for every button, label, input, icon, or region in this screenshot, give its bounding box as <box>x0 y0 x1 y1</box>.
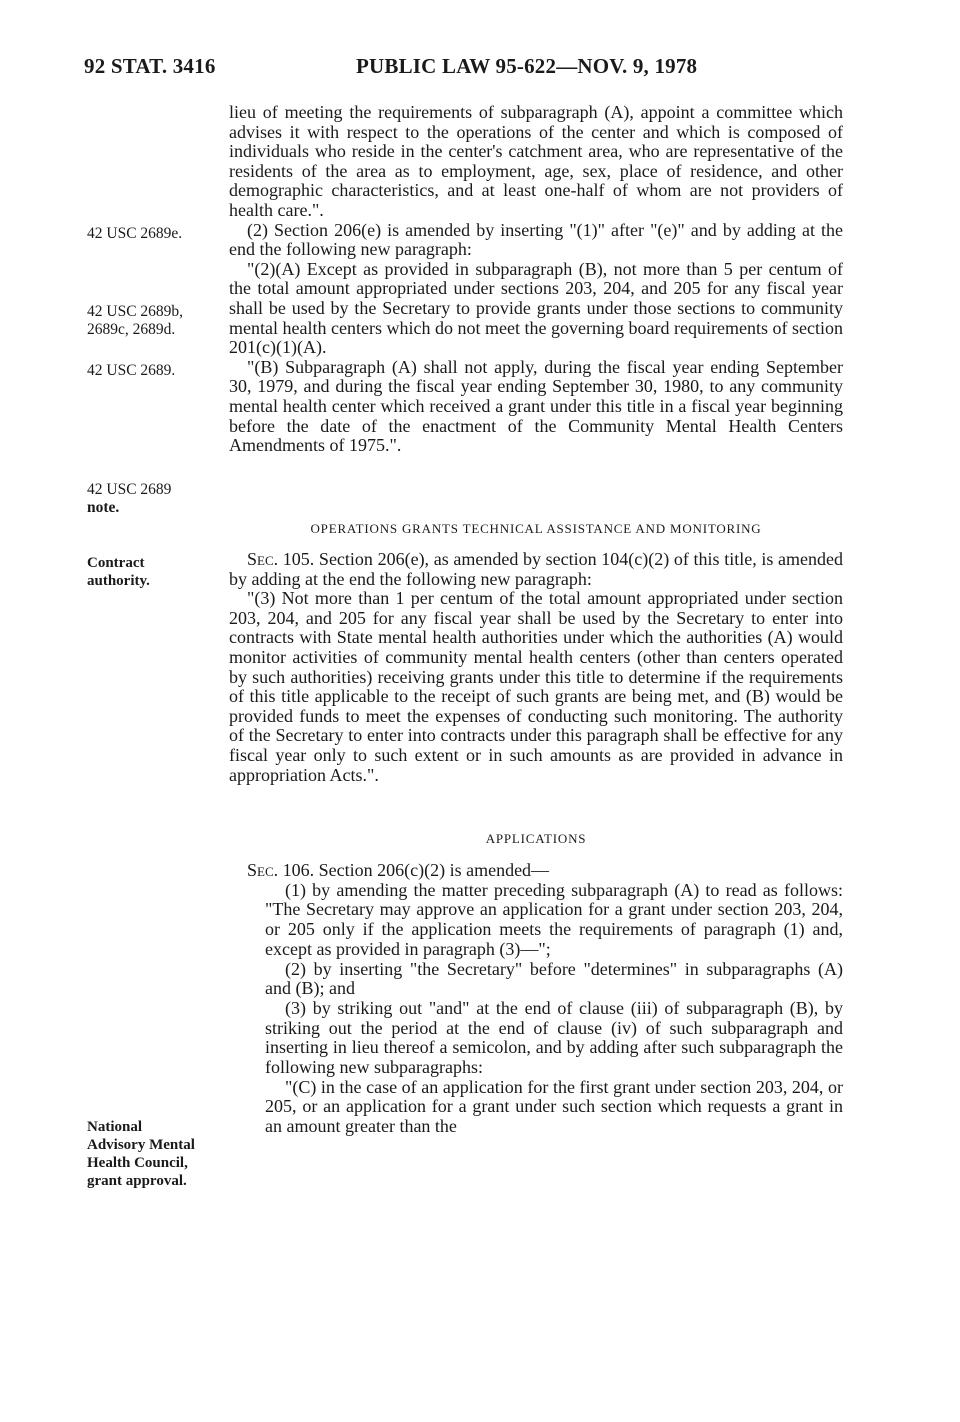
paragraph <box>229 861 843 881</box>
margin-note-text: note. <box>87 499 120 516</box>
list-item: (1) by amending the matter preceding subparagraph (A) to read as follows: "The Secretary may approve an application for a grant under section 203, 204, or 205 only if the application meets the requirements of paragraph (1) and, except as provided in paragraph (3)—"; <box>265 879 843 959</box>
list-item: (3) by striking out "and" at the end of clause (iii) of subparagraph (B), by striking out the period at the end of clause (iv) of such subparagraph and inserting in lieu thereof a semicolon, and by adding after such subparagraph the following new subparagraphs: <box>265 997 843 1078</box>
margin-note-text: 42 USC 2689. <box>87 362 176 379</box>
margin-note-text: 2689c, 2689d. <box>87 321 176 338</box>
section-105-block <box>229 550 843 785</box>
paragraph: "(3) Not more than 1 per centum of the total amount appropriated under section 203, 204, and 205 for any fiscal year shall be used by the Secretary to enter into contracts with State mental health authorities under which the authorities (A) would monitor activities of community mental health centers (other than centers operated by such authorities) receiving grants under this title to determine if the requirements of this title applicable to the receipt of such grants are being met, and (B) would be provided funds to meet the expenses of conducting such monitoring. The authority of the Secretary to enter into contracts under this paragraph shall be effective for any fiscal year only to such extent or in such amounts as are provided in advance in appropriation Acts.". <box>229 588 843 785</box>
margin-note-text: authority. <box>87 573 150 589</box>
margin-note-text: Advisory Mental <box>87 1137 195 1153</box>
margin-note-usc-2689-note <box>87 481 212 517</box>
section-label: Sec. 105. <box>247 549 315 569</box>
margin-note-text: 42 USC 2689b, <box>87 303 184 320</box>
margin-note-usc-2689e <box>87 225 212 243</box>
section-heading-operations: OPERATIONS GRANTS TECHNICAL ASSISTANCE AND MONITORING <box>310 521 762 536</box>
section-106-block <box>229 861 843 1137</box>
paragraph-text: Section 206(c)(2) is amended— <box>314 860 550 880</box>
margin-note-text: grant approval. <box>87 1173 187 1189</box>
margin-note-usc-2689b <box>87 303 212 339</box>
margin-note-contract-authority <box>87 554 212 590</box>
law-title: PUBLIC LAW 95-622—NOV. 9, 1978 <box>356 54 698 78</box>
margin-note-text: 42 USC 2689e. <box>87 225 183 242</box>
margin-note-text: 42 USC 2689 <box>87 481 172 498</box>
margin-note-text: Health Council, <box>87 1155 188 1171</box>
paragraph-text: Section 206(e), as amended by section 104(c)(2) of this title, is amended by adding at the end the following new paragraph: <box>229 549 843 589</box>
section-heading-applications: APPLICATIONS <box>485 831 587 846</box>
margin-note-usc-2689 <box>87 362 212 380</box>
stat-reference: 92 STAT. 3416 <box>84 54 216 78</box>
paragraph: "(2)(A) Except as provided in subparagraph (B), not more than 5 per centum of the total amount appropriated under sections 203, 204, and 205 for any fiscal year shall be used by the Secretary to provide grants under those sections to community mental health centers which do not meet the governing board requirements of section 201(c)(1)(A). <box>229 258 843 358</box>
list-item: "(C) in the case of an application for the first grant under section 203, 204, or 205, or an application for a grant under such section which requests a grant in an amount greater than the <box>265 1076 843 1137</box>
page-header <box>84 54 844 84</box>
paragraph: lieu of meeting the requirements of subparagraph (A), appoint a committee which advises it with respect to the operations of the center and which is composed of individuals who reside in the center's catchment area, who are representative of the residents of the area as to employment, age, sex, place of residence, and other demographic characteristics, and at least one-half of whom are not providers of health care.". <box>229 102 843 220</box>
list-item: (2) by inserting "the Secretary" before "determines" in subparagraphs (A) and (B); and <box>265 958 843 999</box>
paragraph <box>229 550 843 589</box>
margin-note-text: National <box>87 1119 143 1135</box>
section-label: Sec. 106. <box>247 860 315 880</box>
paragraph: (2) Section 206(e) is amended by inserting "(1)" after "(e)" and by adding at the end the following new paragraph: <box>229 219 843 260</box>
margin-note-text: Contract <box>87 555 145 571</box>
paragraph: "(B) Subparagraph (A) shall not apply, during the fiscal year ending September 30, 1979, and during the fiscal year ending September 30, 1980, to any community mental health center which received a grant under this title in a fiscal year beginning before the date of the enactment of the Community Mental Health Centers Amendments of 1975.". <box>229 356 843 456</box>
margin-note-advisory-council <box>87 1118 212 1190</box>
continuation-block <box>229 103 843 456</box>
